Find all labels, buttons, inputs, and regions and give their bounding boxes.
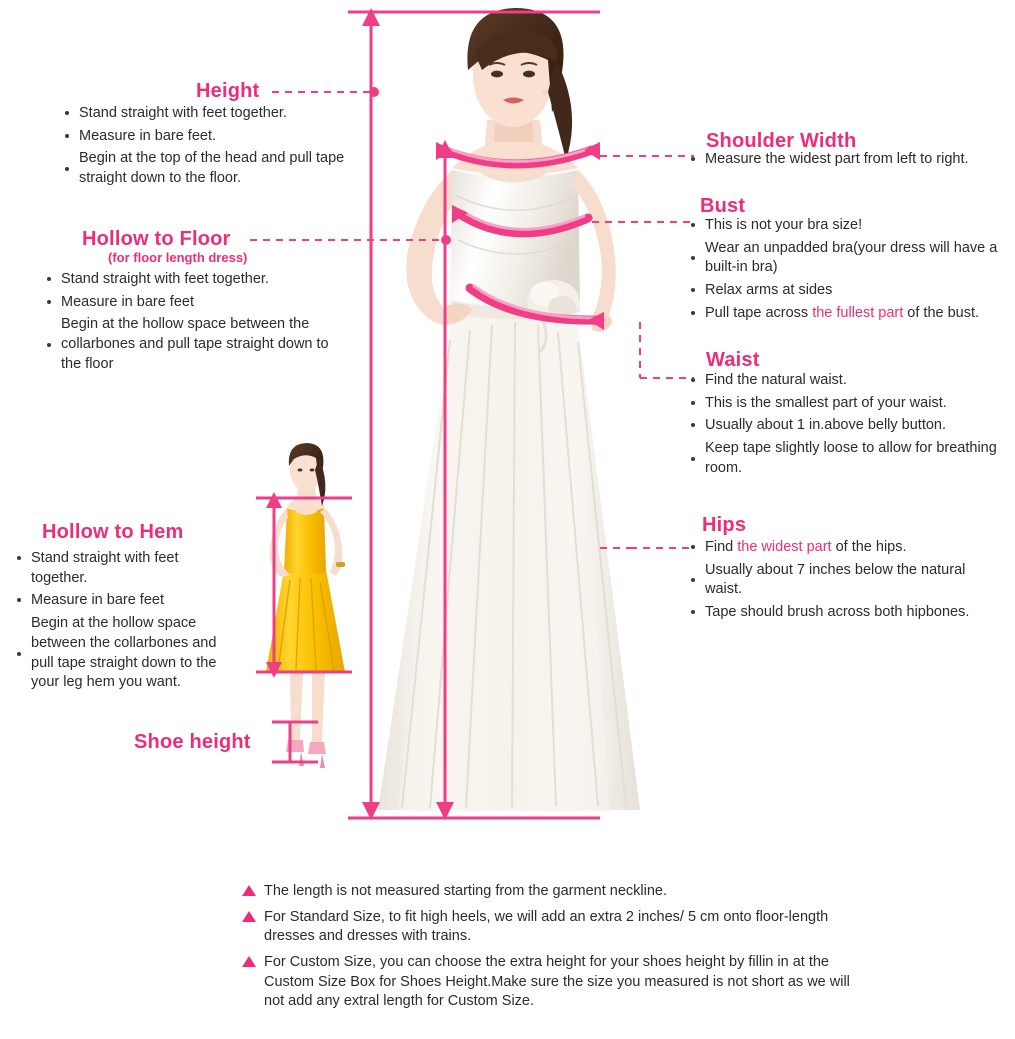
list-item: Measure the widest part from left to right. (688, 150, 1008, 170)
hollow-to-hem-title: Hollow to Hem (42, 521, 184, 543)
note-item (242, 908, 862, 946)
list-item (688, 304, 1010, 324)
warning-triangle-icon (242, 956, 256, 967)
hips-bullets (688, 538, 1004, 626)
hollow-to-floor-title: Hollow to Floor (82, 228, 231, 250)
notes-block (242, 882, 862, 1018)
list-item: This is not your bra size! (688, 216, 1010, 236)
bust-pull-pre: Pull tape across (705, 304, 813, 321)
note-item (242, 882, 862, 901)
warning-triangle-icon (242, 911, 256, 922)
list-item: Stand straight with feet together. (14, 549, 236, 588)
list-item: Begin at the hollow space between the collarbones and pull tape straight down to the floor (44, 315, 344, 374)
hollow-to-hem-bullets (14, 549, 236, 696)
bust-pull-highlight: the fullest part (812, 304, 904, 321)
waist-title: Waist (706, 349, 760, 371)
bust-bullets (688, 216, 1010, 327)
warning-triangle-icon (242, 885, 256, 896)
tall-model-figure (378, 8, 640, 812)
waist-bullets (688, 371, 998, 482)
note-text: For Custom Size, you can choose the extra height for your shoes height by fillin in at the Custom Size Box for Shoes Height.Make sure the size you measured is not short as we will not add any extral length for Custom Size. (264, 954, 850, 1009)
list-item: Tape should brush across both hipbones. (688, 603, 1004, 623)
list-item: Begin at the hollow space between the collarbones and pull tape straight down to the your leg hem you want. (14, 614, 236, 693)
shoe-height-title: Shoe height (134, 731, 251, 753)
note-text: For Standard Size, to fit high heels, we will add an extra 2 inches/ 5 cm onto floor-length dresses and dresses with trains. (264, 909, 829, 945)
list-item: Find the natural waist. (688, 371, 998, 391)
list-item: Stand straight with feet together. (62, 104, 362, 124)
bust-pull-post: of the bust. (903, 304, 980, 321)
hips-find-post: of the hips. (831, 539, 907, 555)
note-text: The length is not measured starting from the garment neckline. (264, 883, 667, 899)
list-item: Relax arms at sides (688, 281, 1010, 301)
hips-title: Hips (702, 514, 747, 536)
hips-find-highlight: the widest part (737, 539, 832, 555)
list-item: Measure in bare feet. (62, 127, 362, 147)
height-bullets (62, 104, 362, 192)
hollow-to-floor-subtitle: (for floor length dress) (108, 250, 248, 265)
bust-title: Bust (700, 195, 746, 217)
shoulder-width-title: Shoulder Width (706, 130, 857, 152)
list-item: Usually about 7 inches below the natural waist. (688, 561, 1004, 600)
hips-find-pre: Find (705, 539, 738, 555)
list-item: Stand straight with feet together. (44, 270, 344, 290)
note-item (242, 953, 862, 1010)
list-item: Wear an unpadded bra(your dress will have a built-in bra) (688, 239, 1010, 278)
list-item: Begin at the top of the head and pull tape straight down to the floor. (62, 149, 362, 188)
height-title: Height (196, 80, 260, 102)
list-item: Measure in bare feet (44, 293, 344, 313)
list-item: Measure in bare feet (14, 591, 236, 611)
list-item: Keep tape slightly loose to allow for breathing room. (688, 439, 998, 478)
shoulder-width-bullets (688, 150, 1008, 173)
list-item (688, 538, 1004, 558)
list-item: Usually about 1 in.above belly button. (688, 416, 998, 436)
list-item: This is the smallest part of your waist. (688, 394, 998, 414)
hollow-to-floor-bullets (44, 270, 344, 378)
short-model-figure (266, 443, 345, 768)
